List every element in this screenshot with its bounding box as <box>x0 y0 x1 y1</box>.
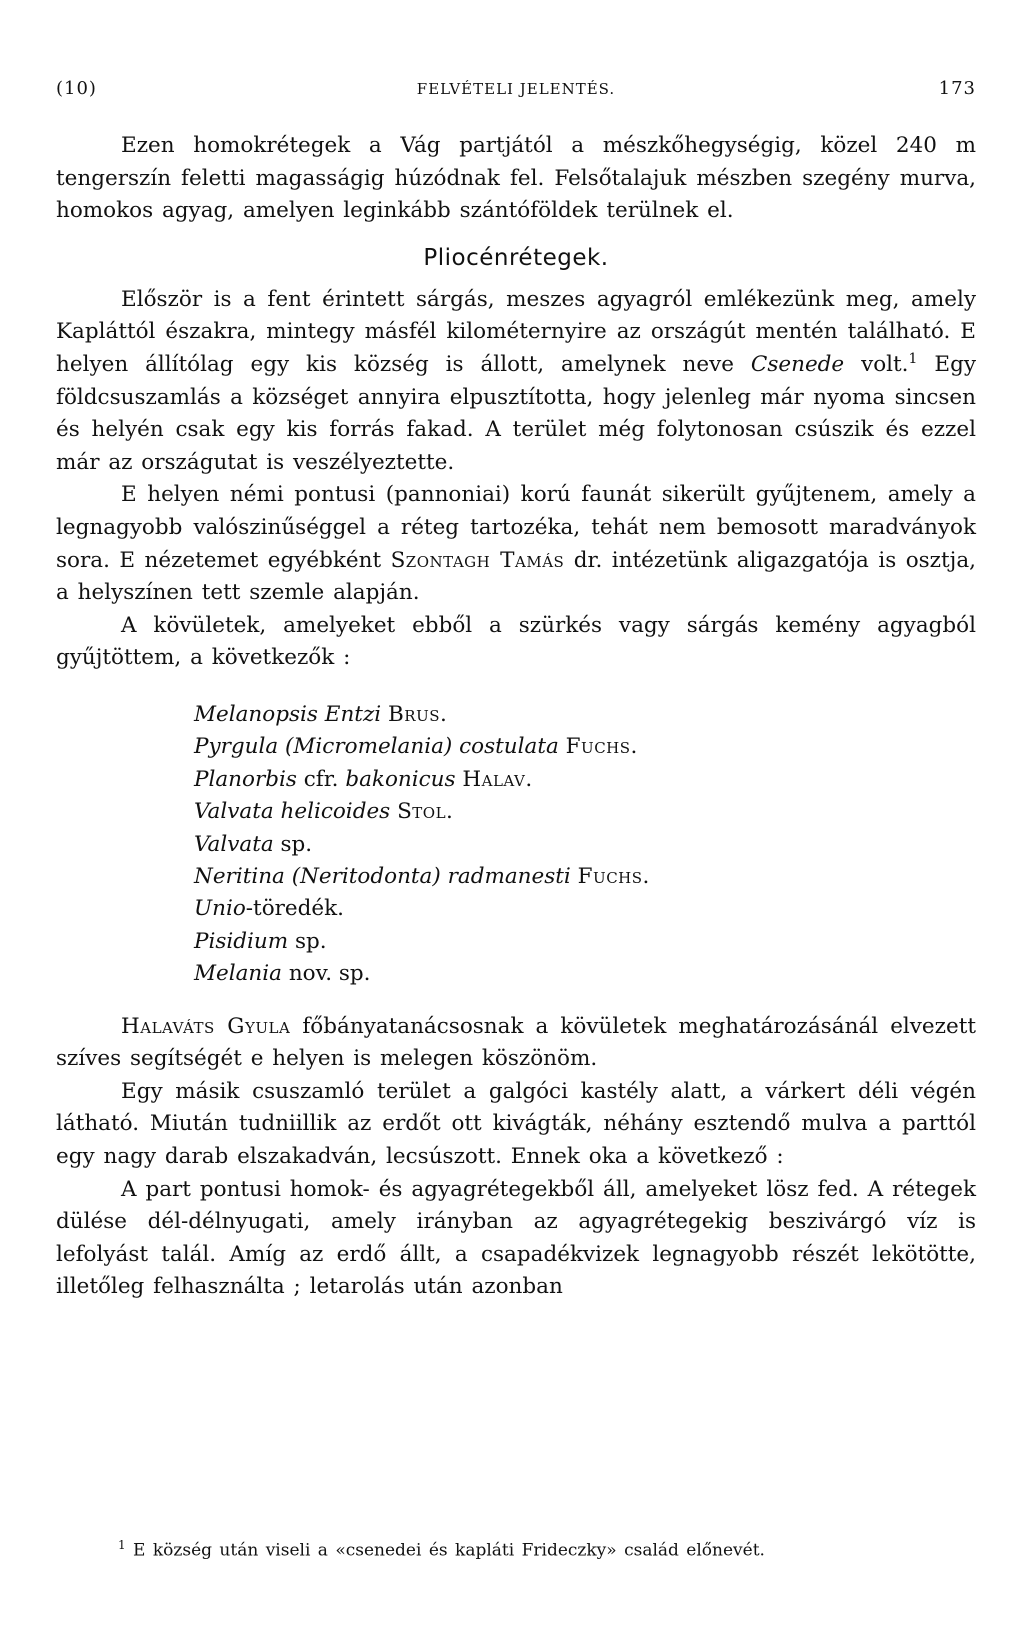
text-run: Egy földcsuszamlás a községet annyira elpusztította, hogy jelenleg már nyoma sincsen és helyén csak egy kis forrás fakad. A terület még folytonosan csúszik és ezzel már az országutat is veszélyeztette. <box>56 351 976 475</box>
species-name: Pisidium <box>194 928 289 954</box>
species-item <box>194 958 976 990</box>
species-item <box>194 861 976 893</box>
species-item <box>194 796 976 828</box>
section-heading: Pliocénrétegek. <box>423 244 609 271</box>
paragraph-landslide: Egy másik csuszamló terület a galgóci kastély alatt, a várkert déli végén látható. Miután tudniillik az erdőt ott kivágták, néhány esztendő mulva a parttól egy nagy darab elszakadván, lecsúszott. Ennek oka a következő : <box>56 1078 976 1169</box>
paragraph-fauna <box>56 479 976 609</box>
species-name: Neritina (Neritodonta) radmanesti <box>194 863 571 889</box>
species-author: Stol. <box>397 799 454 825</box>
species-item <box>194 893 976 925</box>
species-author: Fuchs. <box>565 734 638 760</box>
species-item <box>194 829 976 861</box>
species-item <box>194 926 976 958</box>
species-author: Halav. <box>462 766 533 792</box>
species-author: Fuchs. <box>577 863 650 889</box>
footnote <box>118 1533 978 1563</box>
species-name: Unio <box>194 896 246 922</box>
paragraph-clay <box>56 284 976 480</box>
species-author: Brus. <box>388 701 448 727</box>
species-name: Melania <box>194 961 282 987</box>
text-run: főbányatanácsosnak a kövületek meghatározásánál elvezett szíves segítségét e helyen is melegen köszönöm. <box>56 1013 976 1072</box>
person-name: Szontagh Tamás <box>390 547 565 573</box>
text-run: volt. <box>844 351 909 377</box>
page-number: 173 <box>938 78 976 99</box>
document-page <box>56 0 976 1632</box>
body-text <box>56 130 976 1304</box>
species-item <box>194 731 976 763</box>
species-qualifier: sp. <box>294 928 327 954</box>
species-name: Valvata <box>194 831 274 857</box>
place-name: Csenede <box>750 351 845 377</box>
page-section-number: (10) <box>56 78 97 99</box>
species-qualifier: cfr. <box>303 766 339 792</box>
page-header <box>56 78 976 108</box>
footnote-mark: 1 <box>118 1538 126 1552</box>
species-name: Pyrgula (Micromelania) costulata <box>194 734 559 760</box>
species-epithet: bakonicus <box>345 766 456 792</box>
species-item <box>194 699 976 731</box>
species-qualifier: sp. <box>280 831 313 857</box>
text-run: dr. intézetünk aligazgatója is osztja, a helyszínen tett szemle alapján. <box>56 547 976 606</box>
text-run: E helyen némi pontusi (pannoniai) korú faunát sikerült gyűjtenem, amely a legnagyobb valószinűséggel a réteg tartozéka, tehát nem bemosott maradványok sora. E nézetemet egyébként <box>56 482 976 573</box>
species-name: Valvata helicoides <box>194 799 391 825</box>
paragraph-sand-layers: Ezen homokrétegek a Vág partjától a mészkőhegységig, közel 240 m tengerszín feletti magasságig húzódnak fel. Felsőtalajuk mészben szegény murva, homokos agyag, amelyen leginkább szántóföldek terülnek el. <box>56 133 976 224</box>
person-name: Halaváts Gyula <box>121 1013 291 1039</box>
species-list <box>56 699 976 991</box>
species-name: Melanopsis Entzi <box>194 701 382 727</box>
paragraph-acknowledgement <box>56 1011 976 1076</box>
species-item <box>194 764 976 796</box>
footnote-reference[interactable]: 1 <box>908 350 918 367</box>
footnote-text: E község után viseli a «csenedei és kapláti Frideczky» család előnevét. <box>125 1540 765 1561</box>
species-qualifier: -töredék. <box>245 896 344 922</box>
running-title: FELVÉTELI JELENTÉS. <box>416 80 616 98</box>
paragraph-strata: A part pontusi homok- és agyagrétegekből áll, amelyeket lösz fed. A rétegek dülése dél-délnyugati, amely irányban az agyagrétegekig beszivárgó víz is lefolyást talál. Amíg az erdő állt, a csapadékvizek legnagyobb részét lekötötte, illetőleg felhasználta ; letarolás után azonban <box>56 1176 976 1300</box>
paragraph-fossils-intro: A kövületek, amelyeket ebből a szürkés vagy sárgás kemény agyagból gyűjtöttem, a következők : <box>56 612 976 671</box>
species-qualifier: nov. sp. <box>288 961 371 987</box>
text-run: Először is a fent érintett sárgás, meszes agyagról emlékezünk meg, amely Kapláttól északra, mintegy másfél kilométernyire az országút mentén található. E helyen állítólag egy kis község is állott, amelynek neve <box>56 286 976 377</box>
species-name: Planorbis <box>194 766 297 792</box>
